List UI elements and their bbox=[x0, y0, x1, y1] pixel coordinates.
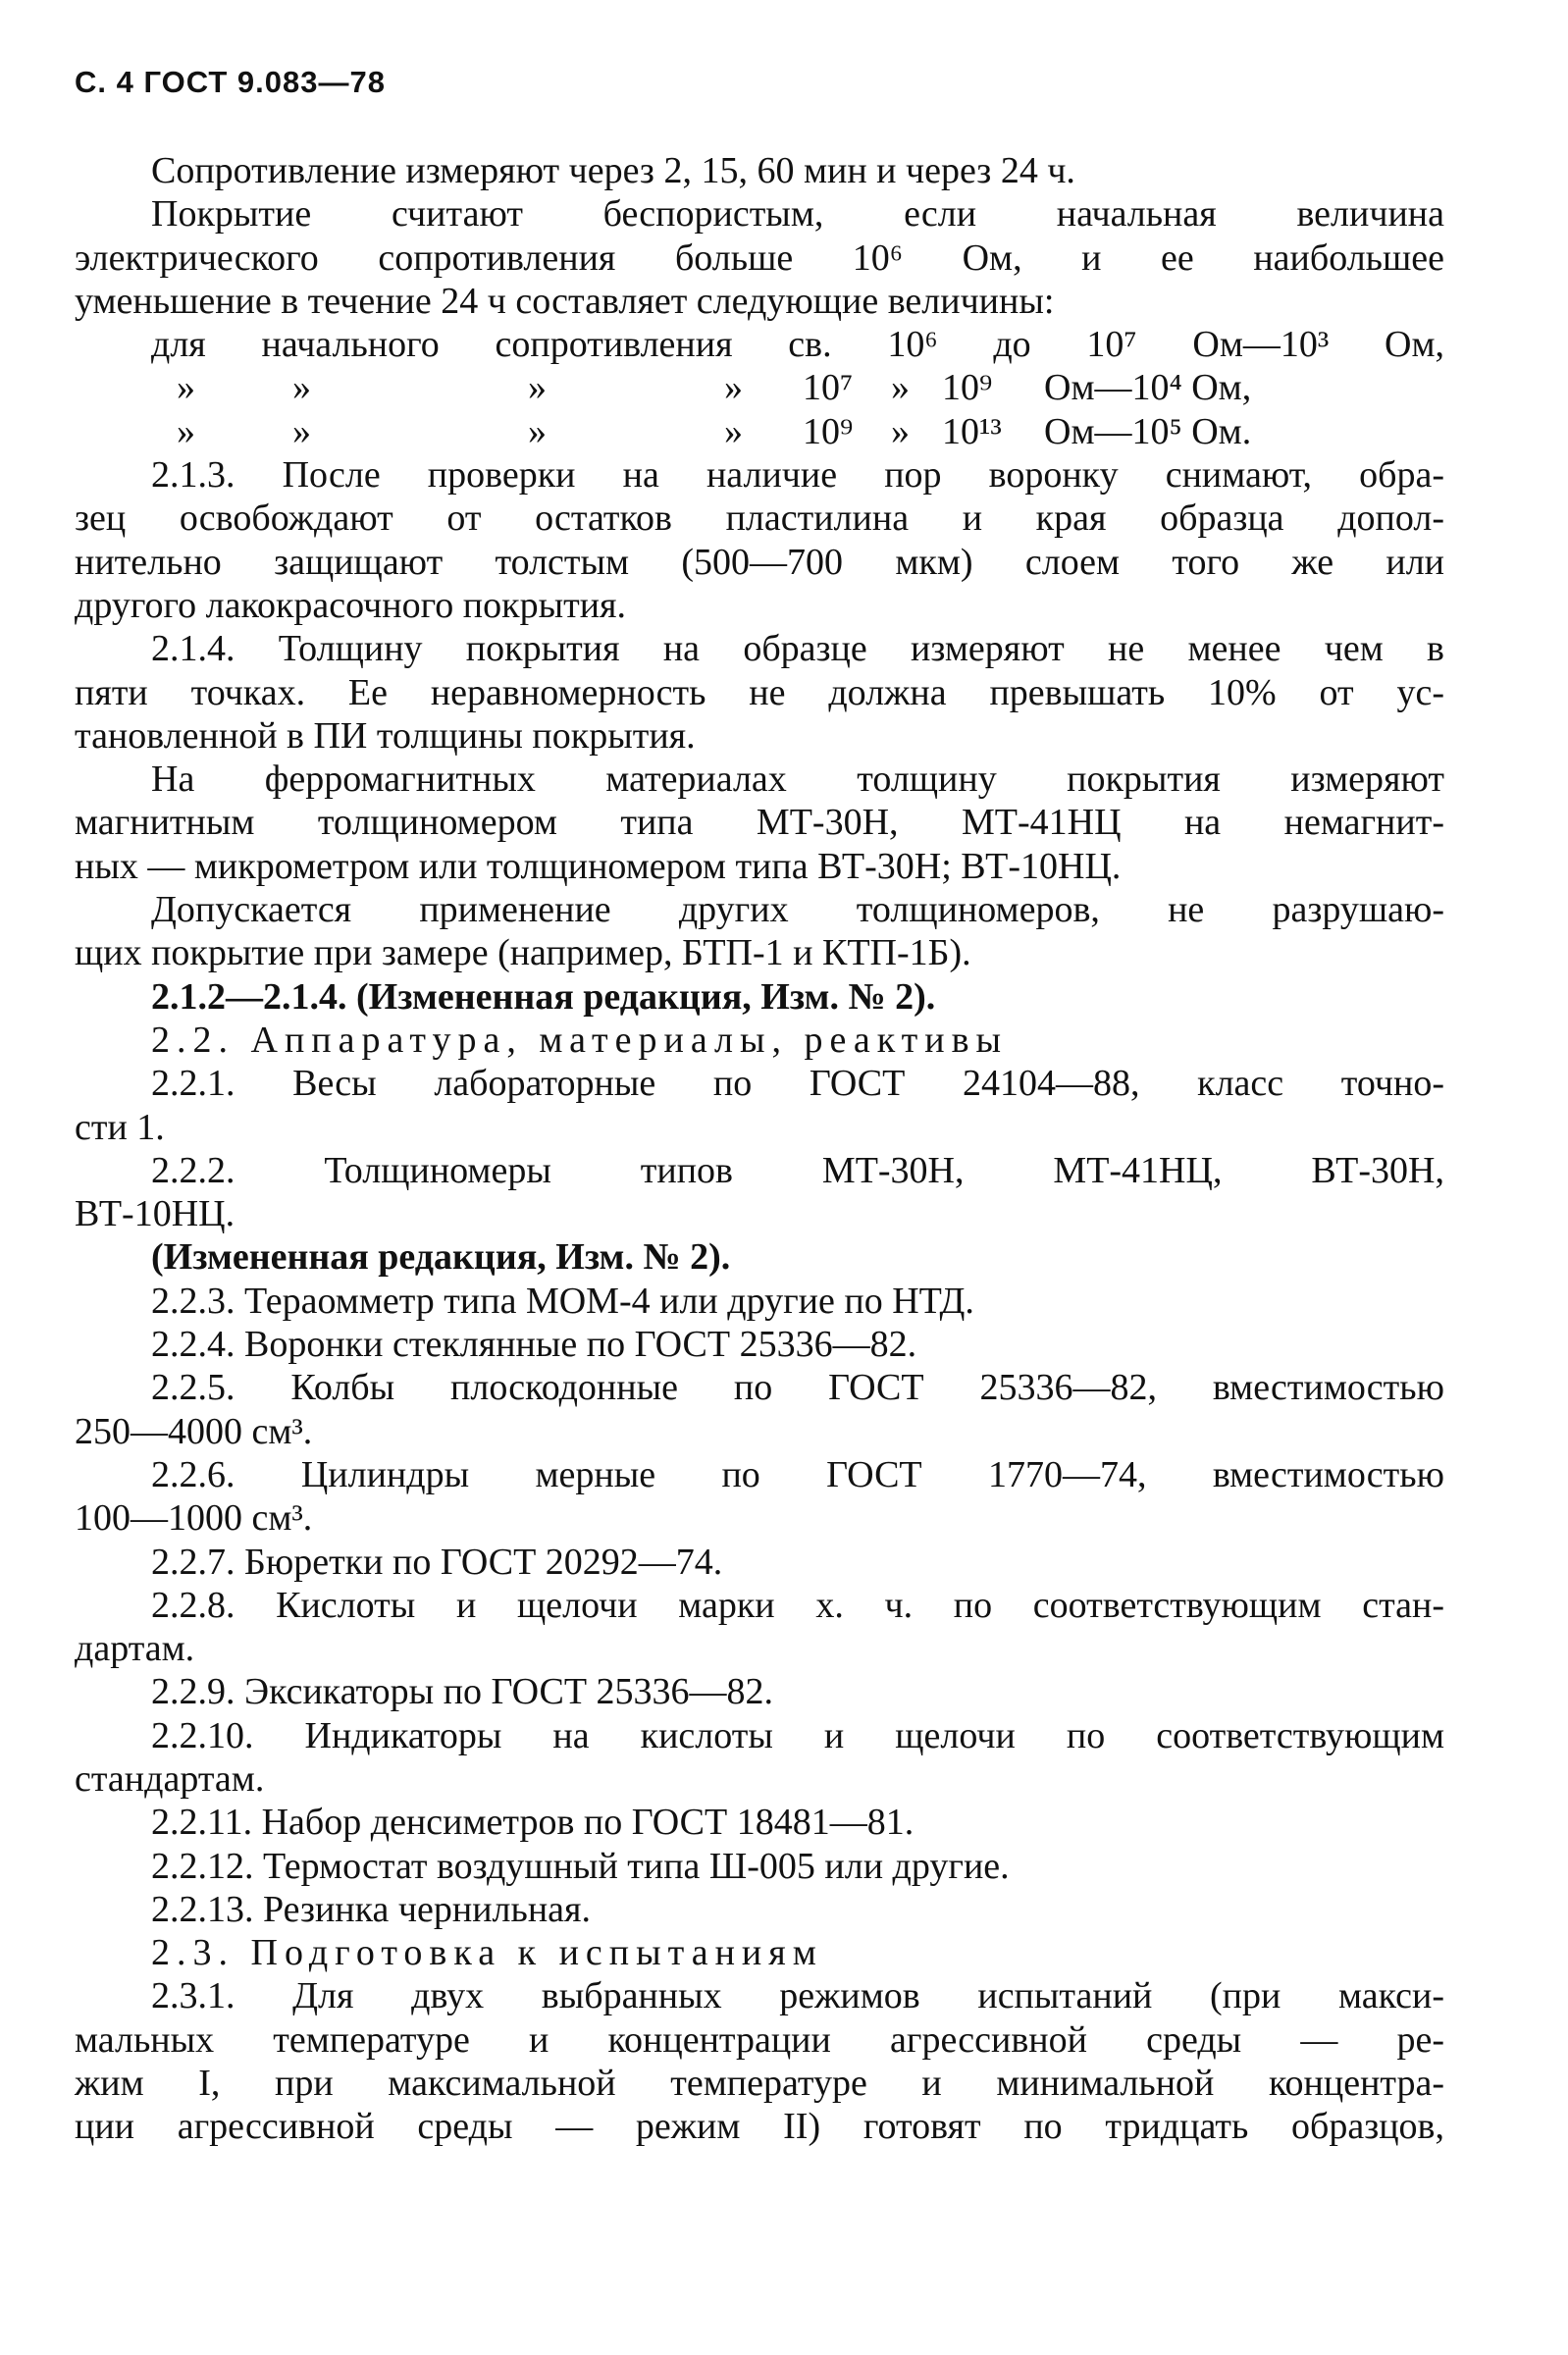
text-line: 100—1000 см³. bbox=[75, 1497, 313, 1540]
text-line: ных — микрометром или толщиномером типа ВТ-30Н; ВТ-10НЦ. bbox=[75, 845, 1122, 887]
ditto-mark: » bbox=[528, 367, 547, 409]
text-line: (Измененная редакция, Изм. № 2). bbox=[151, 1236, 731, 1279]
text-line: нительно защищают толстым (500—700 мкм) слоем того же или bbox=[75, 541, 1444, 583]
ditto-value: 10⁹ bbox=[803, 410, 854, 452]
text-line: уменьшение в течение 24 ч составляет следующие величины: bbox=[75, 280, 1055, 322]
text-line: 2.2.10. Индикаторы на кислоты и щелочи по соответствующим bbox=[151, 1714, 1444, 1756]
text-line: 250—4000 см³. bbox=[75, 1410, 313, 1452]
text-line: щих покрытие при замере (например, БТП-1 и КТП-1Б). bbox=[75, 932, 971, 974]
text-line: 2.1.4. Толщину покрытия на образце измеряют не менее чем в bbox=[151, 628, 1444, 670]
text-line: 2.2.12. Термостат воздушный типа Ш-005 или другие. bbox=[151, 1845, 1010, 1887]
text-line: жим I, при максимальной температуре и минимальной концентра- bbox=[75, 2063, 1444, 2105]
ditto-value: 10⁹ bbox=[942, 367, 993, 409]
page-header: С. 4 ГОСТ 9.083—78 bbox=[75, 65, 386, 99]
text-line: магнитным толщиномером типа МТ-30Н, МТ-41НЦ на немагнит- bbox=[75, 802, 1444, 844]
text-line: ции агрессивной среды — режим II) готовят по тридцать образцов, bbox=[75, 2106, 1444, 2148]
ditto-mark: » bbox=[177, 367, 195, 409]
text-line: 2.2.2. Толщиномеры типов МТ-30Н, МТ-41НЦ, ВТ-30Н, bbox=[151, 1149, 1444, 1191]
ditto-mark: » bbox=[891, 410, 910, 452]
text-line: 2.2.7. Бюретки по ГОСТ 20292—74. bbox=[151, 1541, 723, 1583]
ditto-value: Ом—10⁴ Ом, bbox=[1044, 367, 1252, 409]
section-heading: 2.3. Подготовка к испытаниям bbox=[151, 1932, 823, 1974]
text-line: ВТ-10НЦ. bbox=[75, 1193, 235, 1235]
text-line: тановленной в ПИ толщины покрытия. bbox=[75, 714, 696, 757]
text-line: 2.2.1. Весы лабораторные по ГОСТ 24104—88, класс точно- bbox=[151, 1063, 1444, 1105]
text-line: зец освобождают от остатков пластилина и края образца допол- bbox=[75, 497, 1444, 540]
text-line: дартам. bbox=[75, 1628, 195, 1670]
text-line: мальных температуре и концентрации агрессивной среды — ре- bbox=[75, 2018, 1444, 2061]
text-line: 2.2.13. Резинка чернильная. bbox=[151, 1888, 592, 1930]
text-block-main bbox=[75, 453, 1444, 2149]
text-line: пяти точках. Ее неравномерность не должна превышать 10% от ус- bbox=[75, 671, 1444, 713]
text-line: Допускается применение других толщиномеров, не разрушаю- bbox=[151, 889, 1444, 931]
text-line: Покрытие считают беспористым, если начальная величина bbox=[151, 193, 1444, 236]
text-line: 2.2.9. Эксикаторы по ГОСТ 25336—82. bbox=[151, 1671, 774, 1713]
text-line: для начального сопротивления св. 10⁶ до 10⁷ Ом—10³ Ом, bbox=[151, 324, 1444, 366]
text-line: стандартам. bbox=[75, 1757, 265, 1800]
ditto-value: 10¹³ bbox=[942, 410, 1002, 452]
ditto-mark: » bbox=[891, 367, 910, 409]
section-heading: 2.2. Аппаратура, материалы, реактивы bbox=[151, 1019, 1009, 1061]
text-line: 2.1.2—2.1.4. (Измененная редакция, Изм. № 2). bbox=[151, 975, 936, 1018]
ditto-mark: » bbox=[724, 410, 743, 452]
text-line: 2.2.4. Воронки стеклянные по ГОСТ 25336—82. bbox=[151, 1324, 917, 1366]
ditto-mark: » bbox=[724, 367, 743, 409]
text-line: 2.2.8. Кислоты и щелочи марки х. ч. по соответствующим стан- bbox=[151, 1584, 1444, 1626]
text-line: На ферромагнитных материалах толщину покрытия измеряют bbox=[151, 759, 1444, 801]
text-line: 2.1.3. После проверки на наличие пор воронку снимают, обра- bbox=[151, 454, 1444, 497]
document-body bbox=[75, 149, 1444, 2149]
ditto-mark: » bbox=[528, 410, 547, 452]
text-block-intro bbox=[75, 149, 1444, 366]
ditto-row bbox=[75, 410, 1444, 453]
ditto-mark: » bbox=[177, 410, 195, 452]
text-line: 2.3.1. Для двух выбранных режимов испытаний (при макси- bbox=[151, 1975, 1444, 2017]
ditto-value: Ом—10⁵ Ом. bbox=[1044, 410, 1252, 452]
ditto-mark: » bbox=[292, 367, 311, 409]
text-line: сти 1. bbox=[75, 1106, 165, 1148]
text-line: 2.2.6. Цилиндры мерные по ГОСТ 1770—74, вместимостью bbox=[151, 1453, 1444, 1495]
text-line: другого лакокрасочного покрытия. bbox=[75, 584, 627, 626]
text-line: 2.2.5. Колбы плоскодонные по ГОСТ 25336—82, вместимостью bbox=[151, 1367, 1444, 1409]
text-line: электрического сопротивления больше 10⁶ Ом, и ее наибольшее bbox=[75, 236, 1444, 279]
text-line: 2.2.11. Набор денсиметров по ГОСТ 18481—81. bbox=[151, 1802, 915, 1844]
ditto-value: 10⁷ bbox=[803, 367, 854, 409]
ditto-row bbox=[75, 366, 1444, 409]
text-line: 2.2.3. Тераомметр типа МОМ-4 или другие по НТД. bbox=[151, 1280, 974, 1322]
ditto-mark: » bbox=[292, 410, 311, 452]
text-line: Сопротивление измеряют через 2, 15, 60 мин и через 24 ч. bbox=[151, 150, 1075, 191]
ditto-table bbox=[75, 366, 1444, 453]
